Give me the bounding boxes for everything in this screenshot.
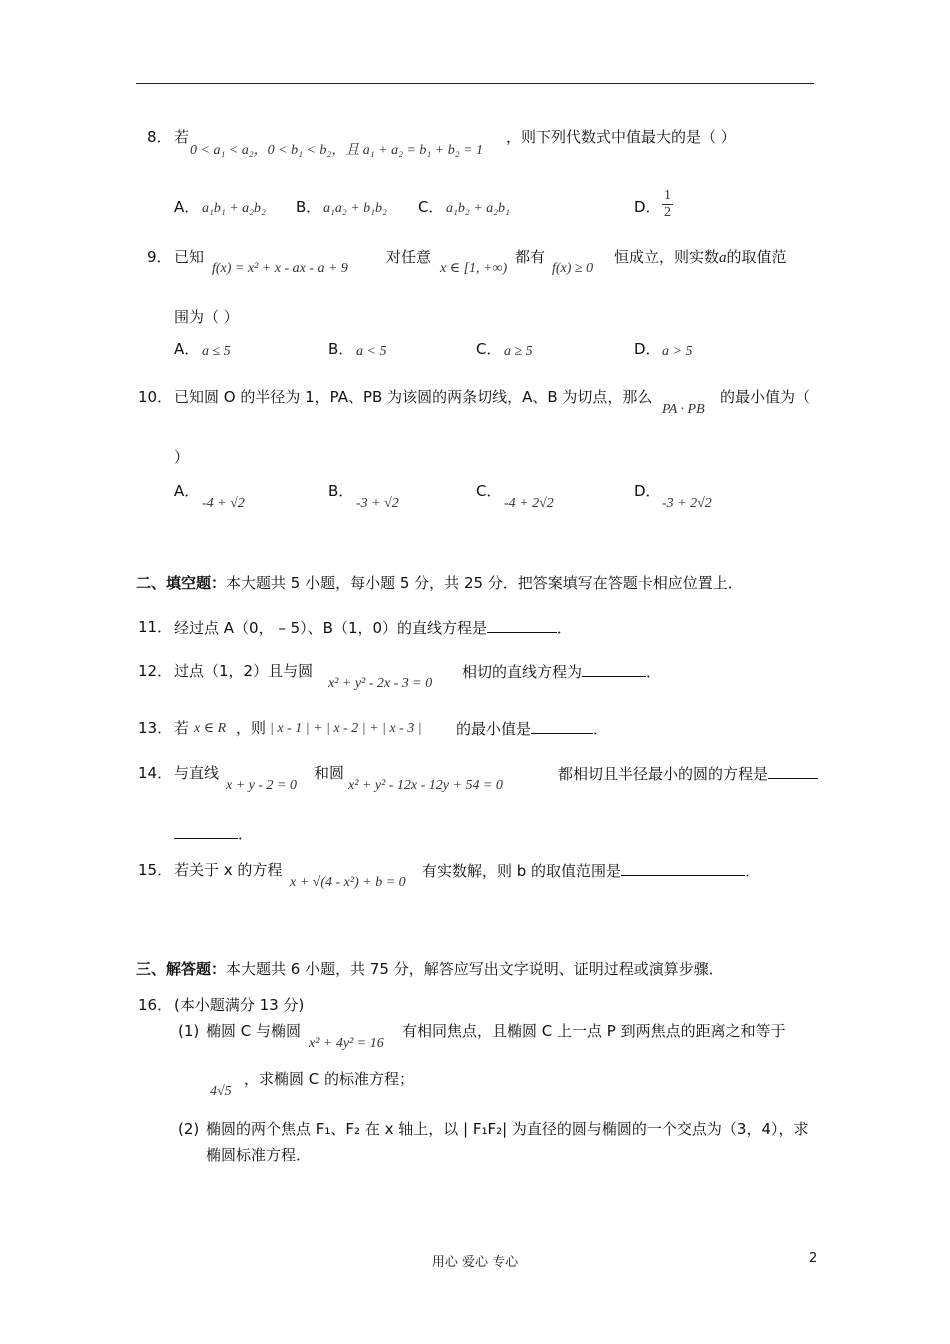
q9-option-a-label: A． bbox=[174, 340, 200, 358]
page-number: 2 bbox=[809, 1251, 818, 1266]
q9-variable: a bbox=[719, 250, 727, 266]
q16-part1-text2: 有相同焦点，且椭圆 C 上一点 P 到两焦点的距离之和等于 bbox=[402, 1022, 786, 1040]
q12-answer-blank[interactable] bbox=[582, 662, 646, 677]
q9-domain: x ∈ [1, +∞) bbox=[440, 261, 508, 276]
q14-answer-blank-1[interactable] bbox=[768, 764, 818, 779]
q10-tail: 的最小值为（ bbox=[720, 388, 811, 406]
q8-option-d bbox=[662, 188, 673, 221]
q14-text: 与直线 bbox=[174, 764, 220, 782]
q10-close: ） bbox=[174, 448, 190, 466]
q14-end: ． bbox=[238, 825, 254, 843]
q11-answer-blank[interactable] bbox=[487, 618, 557, 633]
q10-text: 已知圆 O 的半径为 1，PA、PB 为该圆的两条切线，A、B 为切点，那么 bbox=[174, 388, 653, 406]
q8-option-d-numerator: 1 bbox=[664, 188, 671, 203]
q14-expression-1: x + y - 2 = 0 bbox=[226, 778, 297, 793]
q11-line bbox=[174, 618, 572, 637]
q13-expression-2: | x - 1 | + | x - 2 | + | x - 3 | bbox=[270, 721, 422, 736]
section-3-heading bbox=[136, 960, 724, 978]
header-rule bbox=[136, 83, 814, 84]
q8-option-b: a₁a₂ + b₁b₂ bbox=[323, 201, 387, 216]
q12-end: ． bbox=[646, 663, 662, 681]
q13-line bbox=[456, 719, 608, 738]
section-2-heading bbox=[136, 574, 743, 592]
q12-text: 过点（1，2）且与圆 bbox=[174, 662, 314, 680]
q9-option-a: a ≤ 5 bbox=[202, 344, 231, 359]
q13-comma: ，则 bbox=[236, 719, 267, 737]
q13-expression-1: x ∈ R bbox=[194, 721, 227, 736]
q9-text4 bbox=[614, 248, 787, 267]
q9-option-d-label: D． bbox=[634, 340, 661, 358]
q10-option-b-label: B． bbox=[328, 482, 354, 500]
q16-header: (本小题满分 13 分) bbox=[174, 996, 305, 1014]
q9-text2: 对任意 bbox=[386, 248, 432, 266]
q9-text3: 都有 bbox=[515, 248, 546, 266]
section-3-title: 三、解答题： bbox=[136, 960, 227, 978]
q8-text: 若 bbox=[174, 128, 190, 146]
q9-number: 9． bbox=[147, 248, 172, 266]
q9-option-d: a > 5 bbox=[662, 344, 693, 359]
q15-expression: x + √(4 - x²) + b = 0 bbox=[290, 875, 406, 890]
q10-expression: PA · PB bbox=[662, 402, 705, 417]
q8-number: 8． bbox=[147, 128, 172, 146]
q9-option-b-label: B． bbox=[328, 340, 354, 358]
q10-option-d-label: D． bbox=[634, 482, 661, 500]
section-2-title: 二、填空题： bbox=[136, 574, 227, 592]
q11-text: 经过点 A（0， – 5）、B（1，0）的直线方程是 bbox=[174, 619, 488, 637]
q14-mid: 和圆 bbox=[314, 764, 345, 782]
q8-option-d-denominator: 2 bbox=[664, 205, 671, 220]
q16-number: 16． bbox=[138, 996, 173, 1014]
q14-tail: 都相切且半径最小的圆的方程是 bbox=[558, 765, 769, 783]
q9-option-b: a < 5 bbox=[356, 344, 387, 359]
q8-option-c-label: C． bbox=[418, 198, 444, 216]
q14-expression-2: x² + y² - 12x - 12y + 54 = 0 bbox=[348, 778, 503, 793]
q9-text4-a: 恒成立，则实数 bbox=[614, 248, 720, 266]
q15-number: 15． bbox=[138, 861, 173, 879]
q16-part2-line2: 椭圆标准方程． bbox=[206, 1146, 312, 1164]
q13-end: ． bbox=[593, 720, 609, 738]
q10-option-a-label: A． bbox=[174, 482, 200, 500]
q15-tail: 有实数解，则 b 的取值范围是 bbox=[422, 862, 622, 880]
q15-text: 若关于 x 的方程 bbox=[174, 861, 283, 879]
q15-line bbox=[422, 861, 760, 880]
q8-option-c: a₁b₂ + a₂b₁ bbox=[446, 201, 510, 216]
q14-line-2 bbox=[174, 824, 253, 843]
q10-number: 10． bbox=[138, 388, 173, 406]
q9-text1: 已知 bbox=[174, 248, 205, 266]
q16-part1-label: (1) bbox=[178, 1022, 200, 1040]
q16-part2-line1: 椭圆的两个焦点 F₁、F₂ 在 x 轴上，以 | F₁F₂| 为直径的圆与椭圆的一个交点为（3，4），求 bbox=[206, 1120, 809, 1138]
q12-tail: 相切的直线方程为 bbox=[462, 663, 583, 681]
q8-condition: 0 < a₁ < a₂，0 < b₁ < b₂，且 a₁ + a₂ = b₁ + b₂ = 1 bbox=[190, 143, 484, 158]
page-footer: 用心 爱心 专心 bbox=[431, 1255, 519, 1270]
q16-part1-expression: x² + 4y² = 16 bbox=[309, 1036, 384, 1051]
q15-end: ． bbox=[745, 862, 761, 880]
q16-part1-text1: 椭圆 C 与椭圆 bbox=[206, 1022, 302, 1040]
q9-option-c: a ≥ 5 bbox=[504, 344, 533, 359]
section-3-description: 本大题共 6 小题，共 75 分，解答应写出文字说明、证明过程或演算步骤． bbox=[226, 960, 724, 978]
q10-option-d: -3 + 2√2 bbox=[662, 496, 712, 511]
q12-number: 12． bbox=[138, 662, 173, 680]
q16-part2-label: (2) bbox=[178, 1120, 200, 1138]
q16-part1-text3: ，求椭圆 C 的标准方程； bbox=[244, 1070, 415, 1088]
q14-number: 14． bbox=[138, 764, 173, 782]
section-2-description: 本大题共 5 小题，每小题 5 分，共 25 分．把答案填写在答题卡相应位置上． bbox=[226, 574, 743, 592]
q9-text5: 的取值范 bbox=[726, 248, 787, 266]
q8-option-a-label: A． bbox=[174, 198, 200, 216]
q8-option-d-label: D． bbox=[634, 198, 661, 216]
q9-inequality: f(x) ≥ 0 bbox=[552, 261, 594, 276]
q11-number: 11． bbox=[138, 618, 173, 636]
q9-function: f(x) = x² + x - ax - a + 9 bbox=[212, 261, 348, 276]
q13-tail: 的最小值是 bbox=[456, 720, 532, 738]
q9-option-c-label: C． bbox=[476, 340, 502, 358]
q13-text: 若 bbox=[174, 719, 190, 737]
q8-tail: ，则下列代数式中值最大的是（ ） bbox=[506, 128, 736, 146]
q8-option-b-label: B． bbox=[296, 198, 322, 216]
q15-answer-blank[interactable] bbox=[621, 861, 745, 876]
q10-option-c: -4 + 2√2 bbox=[504, 496, 554, 511]
q13-answer-blank[interactable] bbox=[531, 719, 593, 734]
q10-option-a: -4 + √2 bbox=[202, 496, 245, 511]
q12-expression: x² + y² - 2x - 3 = 0 bbox=[328, 676, 433, 691]
q9-text6: 围为（ ） bbox=[174, 308, 239, 326]
q8-option-a: a₁b₁ + a₂b₂ bbox=[202, 201, 266, 216]
q14-answer-blank-2[interactable] bbox=[174, 824, 238, 839]
q12-line bbox=[462, 662, 661, 681]
q11-end: ． bbox=[557, 619, 573, 637]
q13-number: 13． bbox=[138, 719, 173, 737]
q10-option-c-label: C． bbox=[476, 482, 502, 500]
q10-option-b: -3 + √2 bbox=[356, 496, 399, 511]
q14-line bbox=[558, 764, 818, 783]
q16-part1-value: 4√5 bbox=[210, 1084, 232, 1099]
